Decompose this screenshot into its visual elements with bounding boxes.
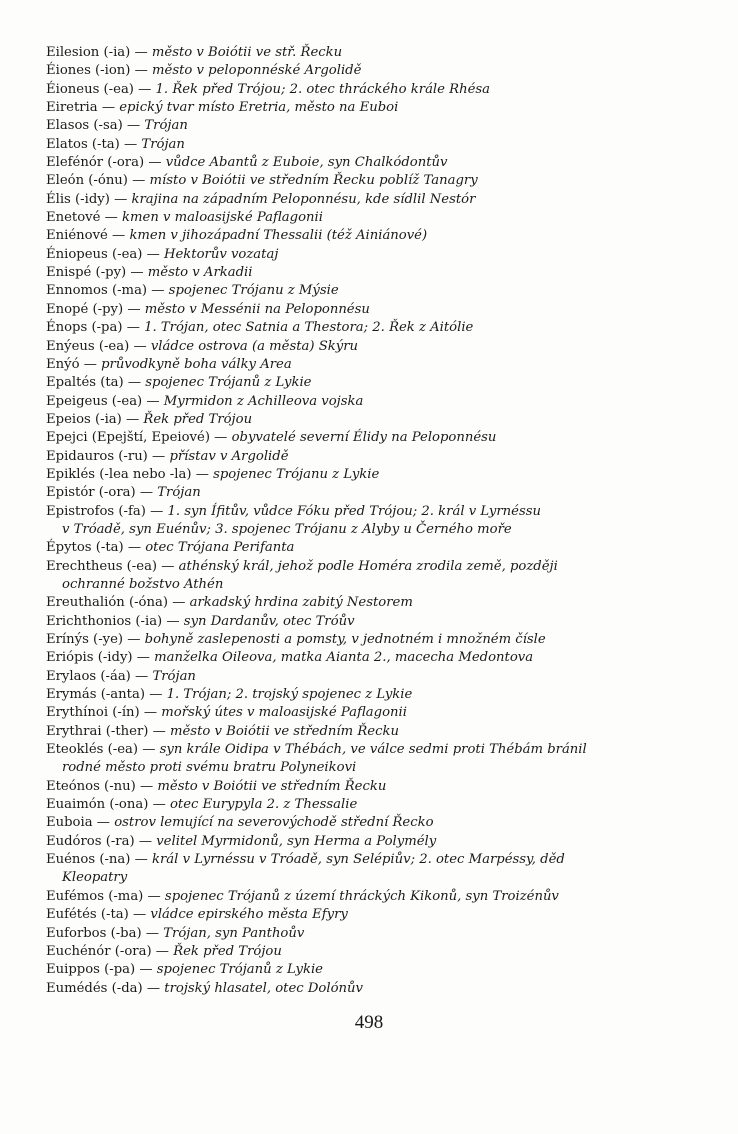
entry-headword: Eufémos (-ma) xyxy=(46,888,144,904)
entry-headword: Enetové xyxy=(46,210,101,226)
entry-headword: Éniopeus (-ea) xyxy=(46,246,143,262)
entry-definition: velitel Myrmidonů, syn Herma a Polymély xyxy=(156,833,437,849)
entry-definition: Trójan xyxy=(152,668,196,684)
glossary-entry xyxy=(46,814,706,832)
entry-separator: — xyxy=(146,393,160,409)
entry-separator: — xyxy=(155,943,169,959)
entry-separator: — xyxy=(145,925,160,941)
entry-separator: — xyxy=(146,246,160,262)
glossary-entry xyxy=(46,411,706,429)
entry-definition: město v Boiótii ve středním Řecku xyxy=(157,778,387,794)
entry-headword: Eudóros (-ra) xyxy=(46,833,135,849)
entry-headword: Euaimón (-ona) xyxy=(46,797,149,813)
entry-definition: Myrmidon z Achilleova vojska xyxy=(163,393,364,409)
glossary-entry xyxy=(46,62,706,80)
entry-separator: — xyxy=(134,63,148,79)
entry-headword: Erechtheus (-ea) xyxy=(46,558,158,574)
entry-headword: Enýó xyxy=(46,356,80,372)
glossary-entry xyxy=(46,594,706,612)
entry-separator: — xyxy=(124,136,138,152)
entry-definition: 1. Trójan; 2. trojský spojenec z Lykie xyxy=(166,687,413,703)
glossary-entry xyxy=(46,117,706,135)
entry-separator: — xyxy=(127,375,142,391)
entry-definition: Hektorův vozataj xyxy=(163,246,279,262)
glossary-entry xyxy=(46,631,706,649)
entry-headword: Eumédés (-da) xyxy=(46,980,143,996)
glossary-entry xyxy=(46,503,706,540)
entry-definition-continuation: rodné město proti svému bratru Polyneikovi xyxy=(62,760,357,776)
entry-separator: — xyxy=(133,338,147,354)
entry-definition: trojský hlasatel, otec Dolónův xyxy=(164,980,363,996)
entry-headword: Ennomos (-ma) xyxy=(46,283,148,299)
glossary-entry xyxy=(46,961,706,979)
entry-headword: Élis (-idy) xyxy=(46,191,110,207)
entry-definition: manželka Oileova, matka Aianta 2., macecha Medontova xyxy=(154,650,534,666)
entry-headword: Enopé (-py) xyxy=(46,301,124,317)
entry-headword: Epeigeus (-ea) xyxy=(46,393,143,409)
glossary-entry xyxy=(46,448,706,466)
entry-headword: Eniénové xyxy=(46,228,108,244)
glossary-entry xyxy=(46,925,706,943)
entry-headword: Énops (-pa) xyxy=(46,320,123,336)
entry-definition-continuation: v Tróadě, syn Euénův; 3. spojenec Trójanu z Alyby u Černého moře xyxy=(62,521,512,537)
entry-definition: vůdce Abantů z Euboie, syn Chalkódontův xyxy=(165,155,448,171)
entry-headword: Epejci (Epejští, Epeiové) xyxy=(46,430,210,446)
glossary-entry xyxy=(46,539,706,557)
glossary-entry xyxy=(46,393,706,411)
glossary-entry xyxy=(46,81,706,99)
entry-definition-continuation: ochranné božstvo Athén xyxy=(62,576,224,592)
entry-headword: Epistrofos (-fa) xyxy=(46,503,146,519)
entry-headword: Erylaos (-áa) xyxy=(46,668,131,684)
entry-definition: spojenec Trójanů z Lykie xyxy=(156,962,323,978)
glossary-entry xyxy=(46,668,706,686)
entry-headword: Erythrai (-ther) xyxy=(46,723,149,739)
entry-headword: Épytos (-ta) xyxy=(46,540,124,556)
entry-separator: — xyxy=(138,833,153,849)
entry-separator: — xyxy=(127,301,141,317)
entry-separator: — xyxy=(83,356,97,372)
entry-headword: Elatos (-ta) xyxy=(46,136,120,152)
entry-separator: — xyxy=(138,81,152,97)
entry-headword: Eleón (-ónu) xyxy=(46,173,128,189)
entry-definition: vládce ostrova (a města) Skýru xyxy=(150,338,358,354)
entry-separator: — xyxy=(127,540,142,556)
entry-definition: kmen v jihozápadní Thessalii (též Ainiánové) xyxy=(129,228,428,244)
entry-definition: ostrov lemující na severovýchodě střední Řecko xyxy=(114,815,434,831)
entry-separator: — xyxy=(152,723,166,739)
entry-separator: — xyxy=(134,852,148,868)
entry-definition: Řek před Trójou xyxy=(173,943,282,959)
glossary-entry xyxy=(46,778,706,796)
glossary-entry xyxy=(46,686,706,704)
glossary-entry xyxy=(46,154,706,172)
entry-headword: Euippos (-pa) xyxy=(46,962,136,978)
page-number: 498 xyxy=(354,1012,384,1033)
entry-separator: — xyxy=(130,265,144,281)
glossary-entry xyxy=(46,356,706,374)
entry-definition: obyvatelé severní Élidy na Peloponnésu xyxy=(231,430,497,446)
glossary-entry xyxy=(46,301,706,319)
entry-definition: místo v Boiótii ve středním Řecku poblíž Tanagry xyxy=(149,173,478,189)
glossary-entry xyxy=(46,484,706,502)
entry-headword: Euforbos (-ba) xyxy=(46,925,142,941)
entry-separator: — xyxy=(152,448,166,464)
glossary-entry xyxy=(46,851,706,888)
glossary-entry xyxy=(46,136,706,154)
glossary-entry xyxy=(46,227,706,245)
entry-separator: — xyxy=(140,778,154,794)
entry-definition: athénský král, jehož podle Homéra zrodila země, později xyxy=(178,558,558,574)
entry-headword: Eteónos (-nu) xyxy=(46,778,136,794)
entry-headword: Euénos (-na) xyxy=(46,852,131,868)
entry-separator: — xyxy=(166,613,180,629)
entry-definition: spojenec Trójanů z Lykie xyxy=(145,375,312,391)
entry-definition: syn krále Oidipa v Thébách, ve válce sedmi proti Thébám bránil xyxy=(159,742,587,758)
glossary-entry xyxy=(46,282,706,300)
entry-definition: město v Boiótii ve stř. Řecku xyxy=(151,45,343,60)
glossary-entry xyxy=(46,906,706,924)
entry-definition: spojenec Trójanů z území thráckých Kikonů, syn Troizénův xyxy=(164,888,559,904)
glossary-entry xyxy=(46,649,706,667)
glossary-entry xyxy=(46,191,706,209)
glossary-entry xyxy=(46,796,706,814)
entry-headword: Erichthonios (-ia) xyxy=(46,613,163,629)
entry-separator: — xyxy=(143,705,158,721)
entry-headword: Elasos (-sa) xyxy=(46,118,123,134)
entry-headword: Ereuthalión (-óna) xyxy=(46,595,168,611)
entry-headword: Éioneus (-ea) xyxy=(46,81,134,97)
glossary-entry xyxy=(46,172,706,190)
entry-definition: Trójan xyxy=(157,485,201,501)
entry-headword: Epidauros (-ru) xyxy=(46,448,148,464)
glossary-entry xyxy=(46,319,706,337)
entry-definition: Trójan xyxy=(144,118,188,134)
entry-separator: — xyxy=(96,815,110,831)
entry-separator: — xyxy=(114,191,128,207)
entry-definition: 1. syn Ífitův, vůdce Fóku před Trójou; 2. král v Lyrnéssu xyxy=(167,503,541,519)
entry-separator: — xyxy=(101,100,116,116)
entry-headword: Enispé (-py) xyxy=(46,265,127,281)
entry-definition: otec Trójana Perifanta xyxy=(145,540,295,556)
entry-definition: krajina na západním Peloponnésu, kde sídlil Nestór xyxy=(131,191,476,207)
glossary-entry xyxy=(46,704,706,722)
entry-headword: Eufétés (-ta) xyxy=(46,907,129,923)
entry-separator: — xyxy=(147,888,161,904)
glossary-entry xyxy=(46,741,706,778)
entry-definition: syn Dardanův, otec Tróův xyxy=(183,613,355,629)
glossary-entry xyxy=(46,558,706,595)
entry-separator: — xyxy=(161,558,175,574)
glossary-entry xyxy=(46,888,706,906)
glossary-entry xyxy=(46,338,706,356)
entry-separator: — xyxy=(126,118,141,134)
entry-definition: Trójan, syn Panthoův xyxy=(163,925,305,941)
glossary-entry xyxy=(46,613,706,631)
entry-separator: — xyxy=(148,155,162,171)
entry-separator: — xyxy=(142,742,156,758)
entry-separator: — xyxy=(104,210,118,226)
entry-separator: — xyxy=(134,45,148,60)
entry-headword: Erymás (-anta) xyxy=(46,687,145,703)
entry-definition: město v peloponnéské Argolidě xyxy=(152,63,362,79)
glossary-entry xyxy=(46,264,706,282)
glossary-entry xyxy=(46,723,706,741)
entry-separator: — xyxy=(146,980,161,996)
glossary-entry xyxy=(46,99,706,117)
entry-separator: — xyxy=(139,962,153,978)
entry-definition: město v Messénii na Peloponnésu xyxy=(144,301,370,317)
glossary-entry xyxy=(46,246,706,264)
glossary-entry xyxy=(46,209,706,227)
entry-headword: Euboia xyxy=(46,815,93,831)
entry-headword: Éiones (-ion) xyxy=(46,63,131,79)
entry-separator: — xyxy=(126,411,140,427)
entry-headword: Eriópis (-idy) xyxy=(46,650,133,666)
entry-headword: Epeios (-ia) xyxy=(46,411,122,427)
entry-definition: Trójan xyxy=(141,136,185,152)
entry-definition: 1. Řek před Trójou; 2. otec thráckého krále Rhésa xyxy=(155,81,491,97)
entry-headword: Elefénór (-ora) xyxy=(46,155,145,171)
entry-definition: město v Boiótii ve středním Řecku xyxy=(170,723,399,739)
entry-headword: Eiretria xyxy=(46,100,98,116)
glossary-entry xyxy=(46,466,706,484)
entry-definition: kmen v maloasijské Paflagonii xyxy=(122,210,323,226)
entry-headword: Eilesion (-ia) xyxy=(46,45,131,60)
entry-headword: Epistór (-ora) xyxy=(46,485,136,501)
entry-separator: — xyxy=(172,595,186,611)
entry-separator: — xyxy=(132,173,146,189)
entry-separator: — xyxy=(112,228,126,244)
entry-separator: — xyxy=(195,466,209,482)
entry-definition: přístav v Argolidě xyxy=(169,448,289,464)
entry-headword: Erythínoi (-ín) xyxy=(46,705,140,721)
glossary-entry xyxy=(46,374,706,392)
entry-separator: — xyxy=(151,283,165,299)
entry-headword: Epaltés (ta) xyxy=(46,375,124,391)
entry-definition: otec Eurypyla 2. z Thessalie xyxy=(169,797,358,813)
entry-separator: — xyxy=(126,320,140,336)
entry-definition: arkadský hrdina zabitý Nestorem xyxy=(189,595,413,611)
entry-definition: 1. Trójan, otec Satnia a Thestora; 2. Řek z Aitólie xyxy=(144,320,474,336)
entry-separator: — xyxy=(149,687,163,703)
entry-definition: spojenec Trójanu z Mýsie xyxy=(168,283,339,299)
entry-separator: — xyxy=(136,650,150,666)
glossary-entry xyxy=(46,833,706,851)
entry-definition: Řek před Trójou xyxy=(143,411,253,427)
entry-definition: král v Lyrnéssu v Tróadě, syn Selépiův; 2. otec Marpéssy, děd xyxy=(152,852,565,868)
entry-definition: bohyně zaslepenosti a pomsty, v jednotném i množném čísle xyxy=(144,632,546,647)
entry-separator: — xyxy=(132,907,147,923)
entry-separator: — xyxy=(127,632,141,647)
entry-headword: Euchénór (-ora) xyxy=(46,943,152,959)
glossary-entry xyxy=(46,980,706,998)
entry-separator: — xyxy=(135,668,149,684)
glossary-entry xyxy=(46,943,706,961)
entry-separator: — xyxy=(139,485,154,501)
entry-headword: Erínýs (-ye) xyxy=(46,632,124,647)
entry-separator: — xyxy=(214,430,228,446)
entry-headword: Eteoklés (-ea) xyxy=(46,742,139,758)
entry-definition: průvodkyně boha války Area xyxy=(101,356,292,372)
entry-headword: Epiklés (-lea nebo -la) xyxy=(46,466,192,482)
entry-definition: spojenec Trójanu z Lykie xyxy=(213,466,380,482)
glossary-entry xyxy=(46,429,706,447)
entry-separator: — xyxy=(150,503,164,519)
glossary-entry xyxy=(46,44,706,62)
entry-headword: Enýeus (-ea) xyxy=(46,338,130,354)
entry-definition-continuation: Kleopatry xyxy=(62,870,128,886)
entry-definition: vládce epirského města Efyry xyxy=(150,907,348,923)
entry-definition: epický tvar místo Eretria, město na Euboi xyxy=(119,100,399,116)
entry-definition: město v Arkadii xyxy=(147,265,253,281)
entry-separator: — xyxy=(152,797,166,813)
glossary-list xyxy=(46,44,706,998)
entry-definition: mořský útes v maloasijské Paflagonii xyxy=(161,705,407,721)
